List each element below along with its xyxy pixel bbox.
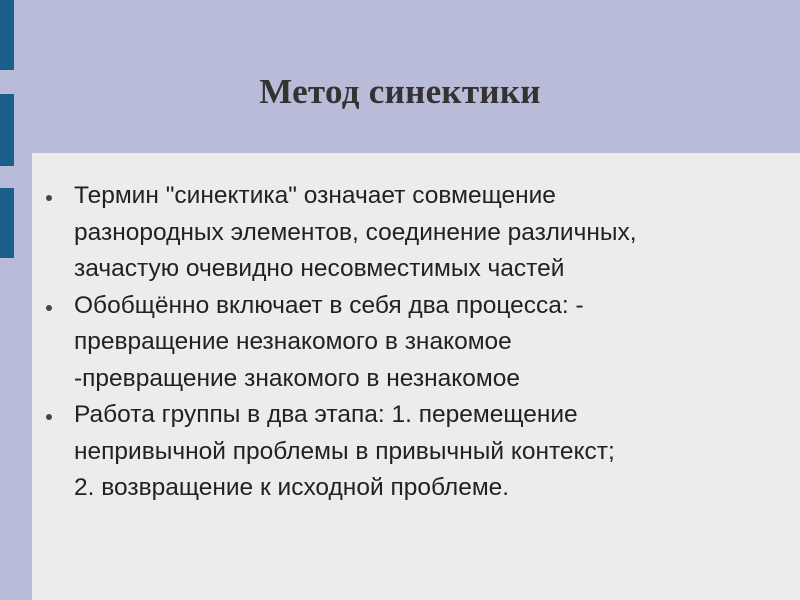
accent-bar-top bbox=[0, 0, 14, 70]
bullet-line: Термин "синектика" означает совмещение bbox=[74, 182, 556, 209]
bullet-line: разнородных элементов, соединение различных, bbox=[74, 218, 637, 246]
bullet-dot-icon bbox=[46, 414, 52, 420]
bullet-line: Обобщённо включает в себя два процесса: - bbox=[74, 291, 584, 319]
content-panel bbox=[32, 153, 800, 600]
bullet-item bbox=[32, 397, 772, 507]
bullet-item bbox=[32, 288, 772, 398]
bullet-list bbox=[32, 178, 772, 507]
bullet-line: превращение незнакомого в знакомое bbox=[74, 328, 512, 355]
bullet-line: зачастую очевидно несовместимых частей bbox=[74, 255, 565, 282]
bullet-dot-icon bbox=[46, 195, 52, 201]
bullet-line: 2. возвращение к исходной проблеме. bbox=[74, 474, 510, 501]
bullet-item bbox=[32, 178, 772, 288]
slide-title: Метод синектики bbox=[259, 72, 541, 111]
bullet-line: -превращение знакомого в незнакомое bbox=[74, 364, 520, 392]
accent-bar-bottom bbox=[0, 188, 14, 258]
bullet-dot-icon bbox=[46, 305, 52, 311]
bullet-line: непривычной проблемы в привычный контекст; bbox=[74, 437, 615, 465]
bullet-line: Работа группы в два этапа: 1. перемещение bbox=[74, 401, 578, 428]
